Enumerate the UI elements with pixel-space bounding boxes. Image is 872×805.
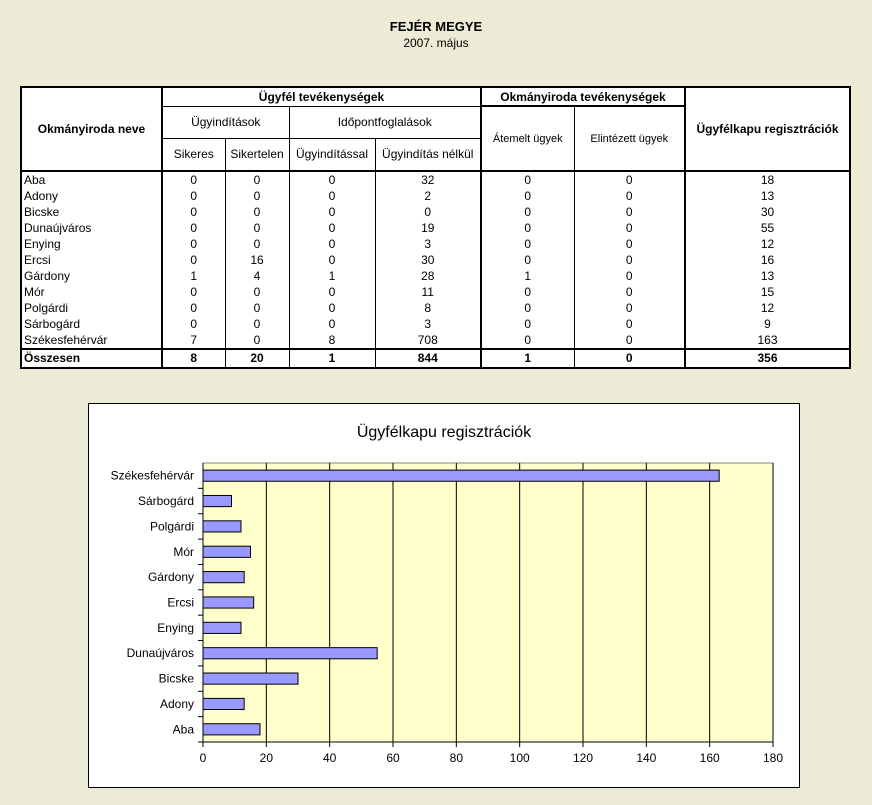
value-cell: 0 [289,316,375,332]
table-row [21,300,850,316]
value-cell: 0 [574,252,685,268]
value-cell: 0 [190,221,198,235]
group-header-office: Okmányiroda tevékenységek [481,87,685,106]
value-cell: 0 [225,300,289,316]
x-tick-label: 60 [386,751,400,765]
value-cell: 16 [225,252,289,268]
x-tick-label: 40 [322,751,337,765]
value-cell: 0 [375,204,481,220]
value-cell: 8 [162,349,225,368]
y-category-label: Aba [172,722,194,737]
y-category-label: Enying [157,620,194,635]
value-cell: 0 [574,284,685,300]
value-cell: 12 [685,236,850,252]
row-name-cell: Polgárdi [21,300,162,316]
col-header-done: Elintézett ügyek [574,106,685,171]
value-cell: 0 [524,237,532,251]
value-cell: 0 [574,300,685,316]
sub-header-initiations: Ügyindítások [162,106,289,138]
value-cell: 8 [289,332,375,349]
page-subtitle: 2007. május [403,36,469,50]
row-name-cell: Sárbogárd [21,316,162,332]
value-cell: 0 [225,316,289,332]
value-cell: 0 [225,236,289,252]
group-header-customer: Ügyfél tevékenységek [162,87,481,106]
x-tick-label: 120 [572,751,594,765]
y-category-label: Gárdony [147,570,194,585]
value-cell: 0 [190,253,198,267]
value-cell: 356 [685,349,850,368]
table-row [21,236,850,252]
value-cell: 0 [190,205,198,219]
value-cell: 0 [289,171,375,188]
value-cell: 1 [481,349,574,368]
row-name-cell: Adony [21,188,162,204]
table-row [21,316,850,332]
x-tick-label: 0 [199,751,207,765]
value-cell: 0 [289,188,375,204]
value-cell: 0 [190,237,198,251]
y-category-label: Mór [173,544,194,559]
row-name-cell: Ercsi [21,252,162,268]
row-name-cell: Összesen [21,349,162,368]
row-name-cell: Gárdony [21,268,162,284]
value-cell: 0 [524,253,532,267]
value-cell: 0 [574,236,685,252]
col-header-transferred: Átemelt ügyek [481,106,574,171]
value-cell: 7 [190,333,198,347]
col-header-name: Okmányiroda neve [21,87,162,171]
y-category-label: Polgárdi [149,519,194,534]
x-tick-label: 80 [449,751,464,765]
value-cell: 0 [289,300,375,316]
y-category-label: Székesfehérvár [110,468,194,483]
bar-enying [203,622,241,633]
page-title: FEJÉR MEGYE [389,19,483,34]
bar-chart [89,404,799,787]
value-cell: 0 [289,252,375,268]
x-tick-label: 160 [699,751,720,765]
value-cell: 15 [685,284,850,300]
value-cell: 30 [685,204,850,220]
value-cell: 0 [289,204,375,220]
value-cell: 19 [375,220,481,236]
bar-gárdony [203,572,244,583]
bar-adony [203,698,244,709]
value-cell: 1 [289,349,375,368]
value-cell: 0 [225,332,289,349]
value-cell: 4 [225,268,289,284]
col-header-registrations: Ügyfélkapu regisztrációk [685,87,850,171]
bar-bicske [203,673,298,684]
table-row [21,220,850,236]
table-row-total [21,349,850,368]
col-header-with: Ügyindítással [289,138,375,171]
y-category-label: Adony [159,696,194,711]
bar-székesfehérvár [203,470,719,481]
table-row [21,171,850,188]
value-cell: 0 [190,189,198,203]
value-cell: 0 [190,317,198,331]
value-cell: 30 [375,252,481,268]
value-cell: 0 [574,268,685,284]
table-row [21,284,850,300]
value-cell: 0 [225,188,289,204]
bar-sárbogárd [203,495,232,506]
value-cell: 0 [190,301,198,315]
value-cell: 0 [190,173,198,187]
value-cell: 13 [685,188,850,204]
table-row [21,268,850,284]
value-cell: 0 [574,204,685,220]
value-cell: 0 [289,236,375,252]
row-name-cell: Bicske [21,204,162,220]
value-cell: 1 [190,269,198,283]
value-cell: 20 [225,349,289,368]
chart-panel [88,403,800,788]
col-header-failed: Sikertelen [225,138,289,171]
sub-header-appointments: Időpontfoglalások [289,106,481,138]
value-cell: 3 [375,236,481,252]
value-cell: 0 [524,317,532,331]
table-row [21,332,850,349]
row-name-cell: Mór [21,284,162,300]
col-header-without: Ügyindítás nélkül [375,138,481,171]
col-header-success: Sikeres [162,138,225,171]
value-cell: 1 [289,268,375,284]
y-category-label: Bicske [158,671,194,686]
y-category-label: Dunaújváros [126,646,194,661]
value-cell: 16 [685,252,850,268]
value-cell: 0 [524,189,532,203]
x-tick-label: 100 [509,751,530,765]
plot-area [203,463,773,742]
value-cell: 55 [685,220,850,236]
value-cell: 0 [574,316,685,332]
table-row [21,188,850,204]
value-cell: 1 [524,269,532,283]
value-cell: 0 [289,220,375,236]
value-cell: 12 [685,300,850,316]
value-cell: 0 [190,285,198,299]
bar-aba [203,724,260,735]
table-row [21,204,850,220]
value-cell: 0 [524,285,532,299]
value-cell: 0 [574,171,685,188]
value-cell: 0 [289,284,375,300]
value-cell: 163 [685,332,850,349]
table-row [21,252,850,268]
value-cell: 0 [225,204,289,220]
value-cell: 13 [685,268,850,284]
bar-mór [203,546,251,557]
x-tick-label: 140 [636,751,657,765]
value-cell: 0 [574,188,685,204]
row-name-cell: Székesfehérvár [21,332,162,349]
row-name-cell: Aba [21,171,162,188]
value-cell: 0 [225,284,289,300]
y-category-label: Sárbogárd [137,494,194,509]
value-cell: 0 [524,173,532,187]
value-cell: 0 [574,349,685,368]
bar-polgárdi [203,521,241,532]
value-cell: 8 [375,300,481,316]
bar-ercsi [203,597,254,608]
value-cell: 2 [375,188,481,204]
x-tick-label: 180 [762,751,784,765]
value-cell: 844 [375,349,481,368]
value-cell: 28 [375,268,481,284]
value-cell: 0 [225,171,289,188]
x-tick-label: 20 [259,751,274,765]
value-cell: 0 [524,333,532,347]
value-cell: 0 [225,220,289,236]
bar-dunaújváros [203,648,377,659]
data-table [20,86,851,369]
value-cell: 32 [375,171,481,188]
value-cell: 9 [685,316,850,332]
chart-title: Ügyfélkapu regisztrációk [356,424,532,441]
y-category-label: Ercsi [167,595,194,610]
value-cell: 11 [375,284,481,300]
value-cell: 0 [574,332,685,349]
value-cell: 0 [524,301,532,315]
row-name-cell: Dunaújváros [21,220,162,236]
value-cell: 0 [524,205,532,219]
row-name-cell: Enying [21,236,162,252]
value-cell: 0 [574,220,685,236]
value-cell: 3 [375,316,481,332]
value-cell: 708 [375,332,481,349]
value-cell: 0 [524,221,532,235]
value-cell: 18 [685,171,850,188]
